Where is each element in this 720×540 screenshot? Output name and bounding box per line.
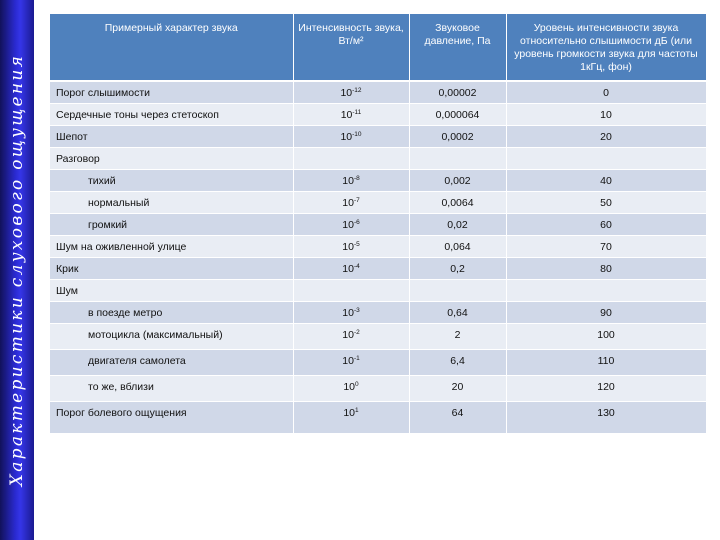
level-cell: 130	[506, 401, 706, 433]
pressure-cell: 0,000064	[409, 103, 506, 125]
sound-table-container	[50, 14, 706, 434]
intensity-base: 10	[340, 108, 353, 121]
intensity-exponent: -6	[353, 218, 360, 226]
intensity-cell	[293, 81, 409, 103]
pressure-cell	[409, 279, 506, 301]
table-row	[50, 147, 706, 169]
intensity-cell	[293, 213, 409, 235]
pressure-cell: 2	[409, 323, 506, 349]
pressure-cell: 0,00002	[409, 81, 506, 103]
pressure-cell: 0,64	[409, 301, 506, 323]
table-row	[50, 401, 706, 433]
intensity-exponent: 0	[355, 380, 359, 388]
intensity-base: 10	[342, 196, 354, 209]
table-row	[50, 169, 706, 191]
sound-characteristics-table	[50, 14, 707, 434]
level-cell: 120	[506, 375, 706, 401]
intensity-exponent: -1	[353, 354, 360, 362]
table-row	[50, 235, 706, 257]
table-row	[50, 301, 706, 323]
pressure-cell	[409, 147, 506, 169]
table-row	[50, 125, 706, 147]
intensity-cell	[293, 323, 409, 349]
intensity-exponent: -3	[353, 306, 360, 314]
table-row	[50, 349, 706, 375]
intensity-cell	[293, 375, 409, 401]
intensity-exponent: 1	[355, 406, 359, 414]
intensity-base: 10	[343, 406, 356, 419]
pressure-cell: 0,2	[409, 257, 506, 279]
header-sound-character: Примерный характер звука	[50, 14, 293, 81]
level-cell: 40	[506, 169, 706, 191]
row-label: Шум	[50, 279, 293, 301]
level-cell: 50	[506, 191, 706, 213]
table-row	[50, 375, 706, 401]
intensity-exponent: -2	[353, 328, 360, 336]
intensity-base: 10	[342, 240, 354, 253]
intensity-base: 10	[342, 328, 354, 341]
intensity-cell	[293, 301, 409, 323]
intensity-base: 10	[343, 380, 356, 393]
table-row	[50, 191, 706, 213]
row-label: Порог болевого ощущения	[50, 401, 293, 433]
table-header-row	[50, 14, 706, 81]
intensity-base: 10	[340, 87, 353, 99]
intensity-exponent: -10	[352, 130, 362, 138]
level-cell	[506, 147, 706, 169]
row-label: двигателя самолета	[50, 349, 293, 375]
level-cell: 110	[506, 349, 706, 375]
row-label: то же, вблизи	[50, 375, 293, 401]
pressure-cell: 0,0064	[409, 191, 506, 213]
level-cell: 0	[506, 81, 706, 103]
pressure-cell: 20	[409, 375, 506, 401]
table-row	[50, 103, 706, 125]
intensity-base: 10	[342, 174, 354, 187]
pressure-cell: 64	[409, 401, 506, 433]
row-label: громкий	[50, 213, 293, 235]
intensity-cell	[293, 279, 409, 301]
table-row	[50, 81, 706, 103]
table-row	[50, 257, 706, 279]
level-cell: 10	[506, 103, 706, 125]
intensity-base: 10	[340, 130, 353, 143]
table-row	[50, 279, 706, 301]
row-label: Крик	[50, 257, 293, 279]
intensity-exponent: -4	[353, 262, 360, 270]
table-row	[50, 213, 706, 235]
level-cell: 70	[506, 235, 706, 257]
intensity-base: 10	[342, 306, 354, 319]
header-pressure: Звуковое давление, Па	[409, 14, 506, 81]
intensity-cell	[293, 169, 409, 191]
intensity-cell	[293, 147, 409, 169]
row-label: Разговор	[50, 147, 293, 169]
pressure-cell: 0,02	[409, 213, 506, 235]
row-label: в поезде метро	[50, 301, 293, 323]
row-label: нормальный	[50, 191, 293, 213]
intensity-exponent: -11	[352, 108, 362, 116]
pressure-cell: 0,0002	[409, 125, 506, 147]
level-cell: 100	[506, 323, 706, 349]
row-label: Шепот	[50, 125, 293, 147]
pressure-cell: 6,4	[409, 349, 506, 375]
intensity-base: 10	[342, 218, 354, 231]
intensity-cell	[293, 191, 409, 213]
intensity-exponent: -5	[353, 240, 360, 248]
side-title: Характеристики слухового ощущения	[7, 53, 27, 487]
row-label: тихий	[50, 169, 293, 191]
intensity-base: 10	[342, 262, 354, 275]
row-label: мотоцикла (максимальный)	[50, 323, 293, 349]
intensity-exponent: -7	[353, 196, 360, 204]
level-cell: 60	[506, 213, 706, 235]
level-cell	[506, 279, 706, 301]
row-label: Шум на оживленной улице	[50, 235, 293, 257]
intensity-exponent: -8	[353, 174, 360, 182]
intensity-cell	[293, 103, 409, 125]
row-label: Сердечные тоны через стетоскоп	[50, 103, 293, 125]
intensity-cell	[293, 401, 409, 433]
intensity-cell	[293, 235, 409, 257]
table-row	[50, 323, 706, 349]
intensity-cell	[293, 125, 409, 147]
intensity-exponent: -12	[352, 87, 362, 94]
level-cell: 20	[506, 125, 706, 147]
level-cell: 80	[506, 257, 706, 279]
intensity-base: 10	[342, 354, 354, 367]
header-intensity: Интенсивность звука, Вт/м²	[293, 14, 409, 81]
row-label: Порог слышимости	[50, 81, 293, 103]
intensity-cell	[293, 257, 409, 279]
level-cell: 90	[506, 301, 706, 323]
pressure-cell: 0,002	[409, 169, 506, 191]
header-level: Уровень интенсивности звука относительно слышимости дБ (или уровень громкости звука для частоты 1кГц, фон)	[506, 14, 706, 81]
pressure-cell: 0,064	[409, 235, 506, 257]
side-band	[0, 0, 34, 540]
intensity-cell	[293, 349, 409, 375]
